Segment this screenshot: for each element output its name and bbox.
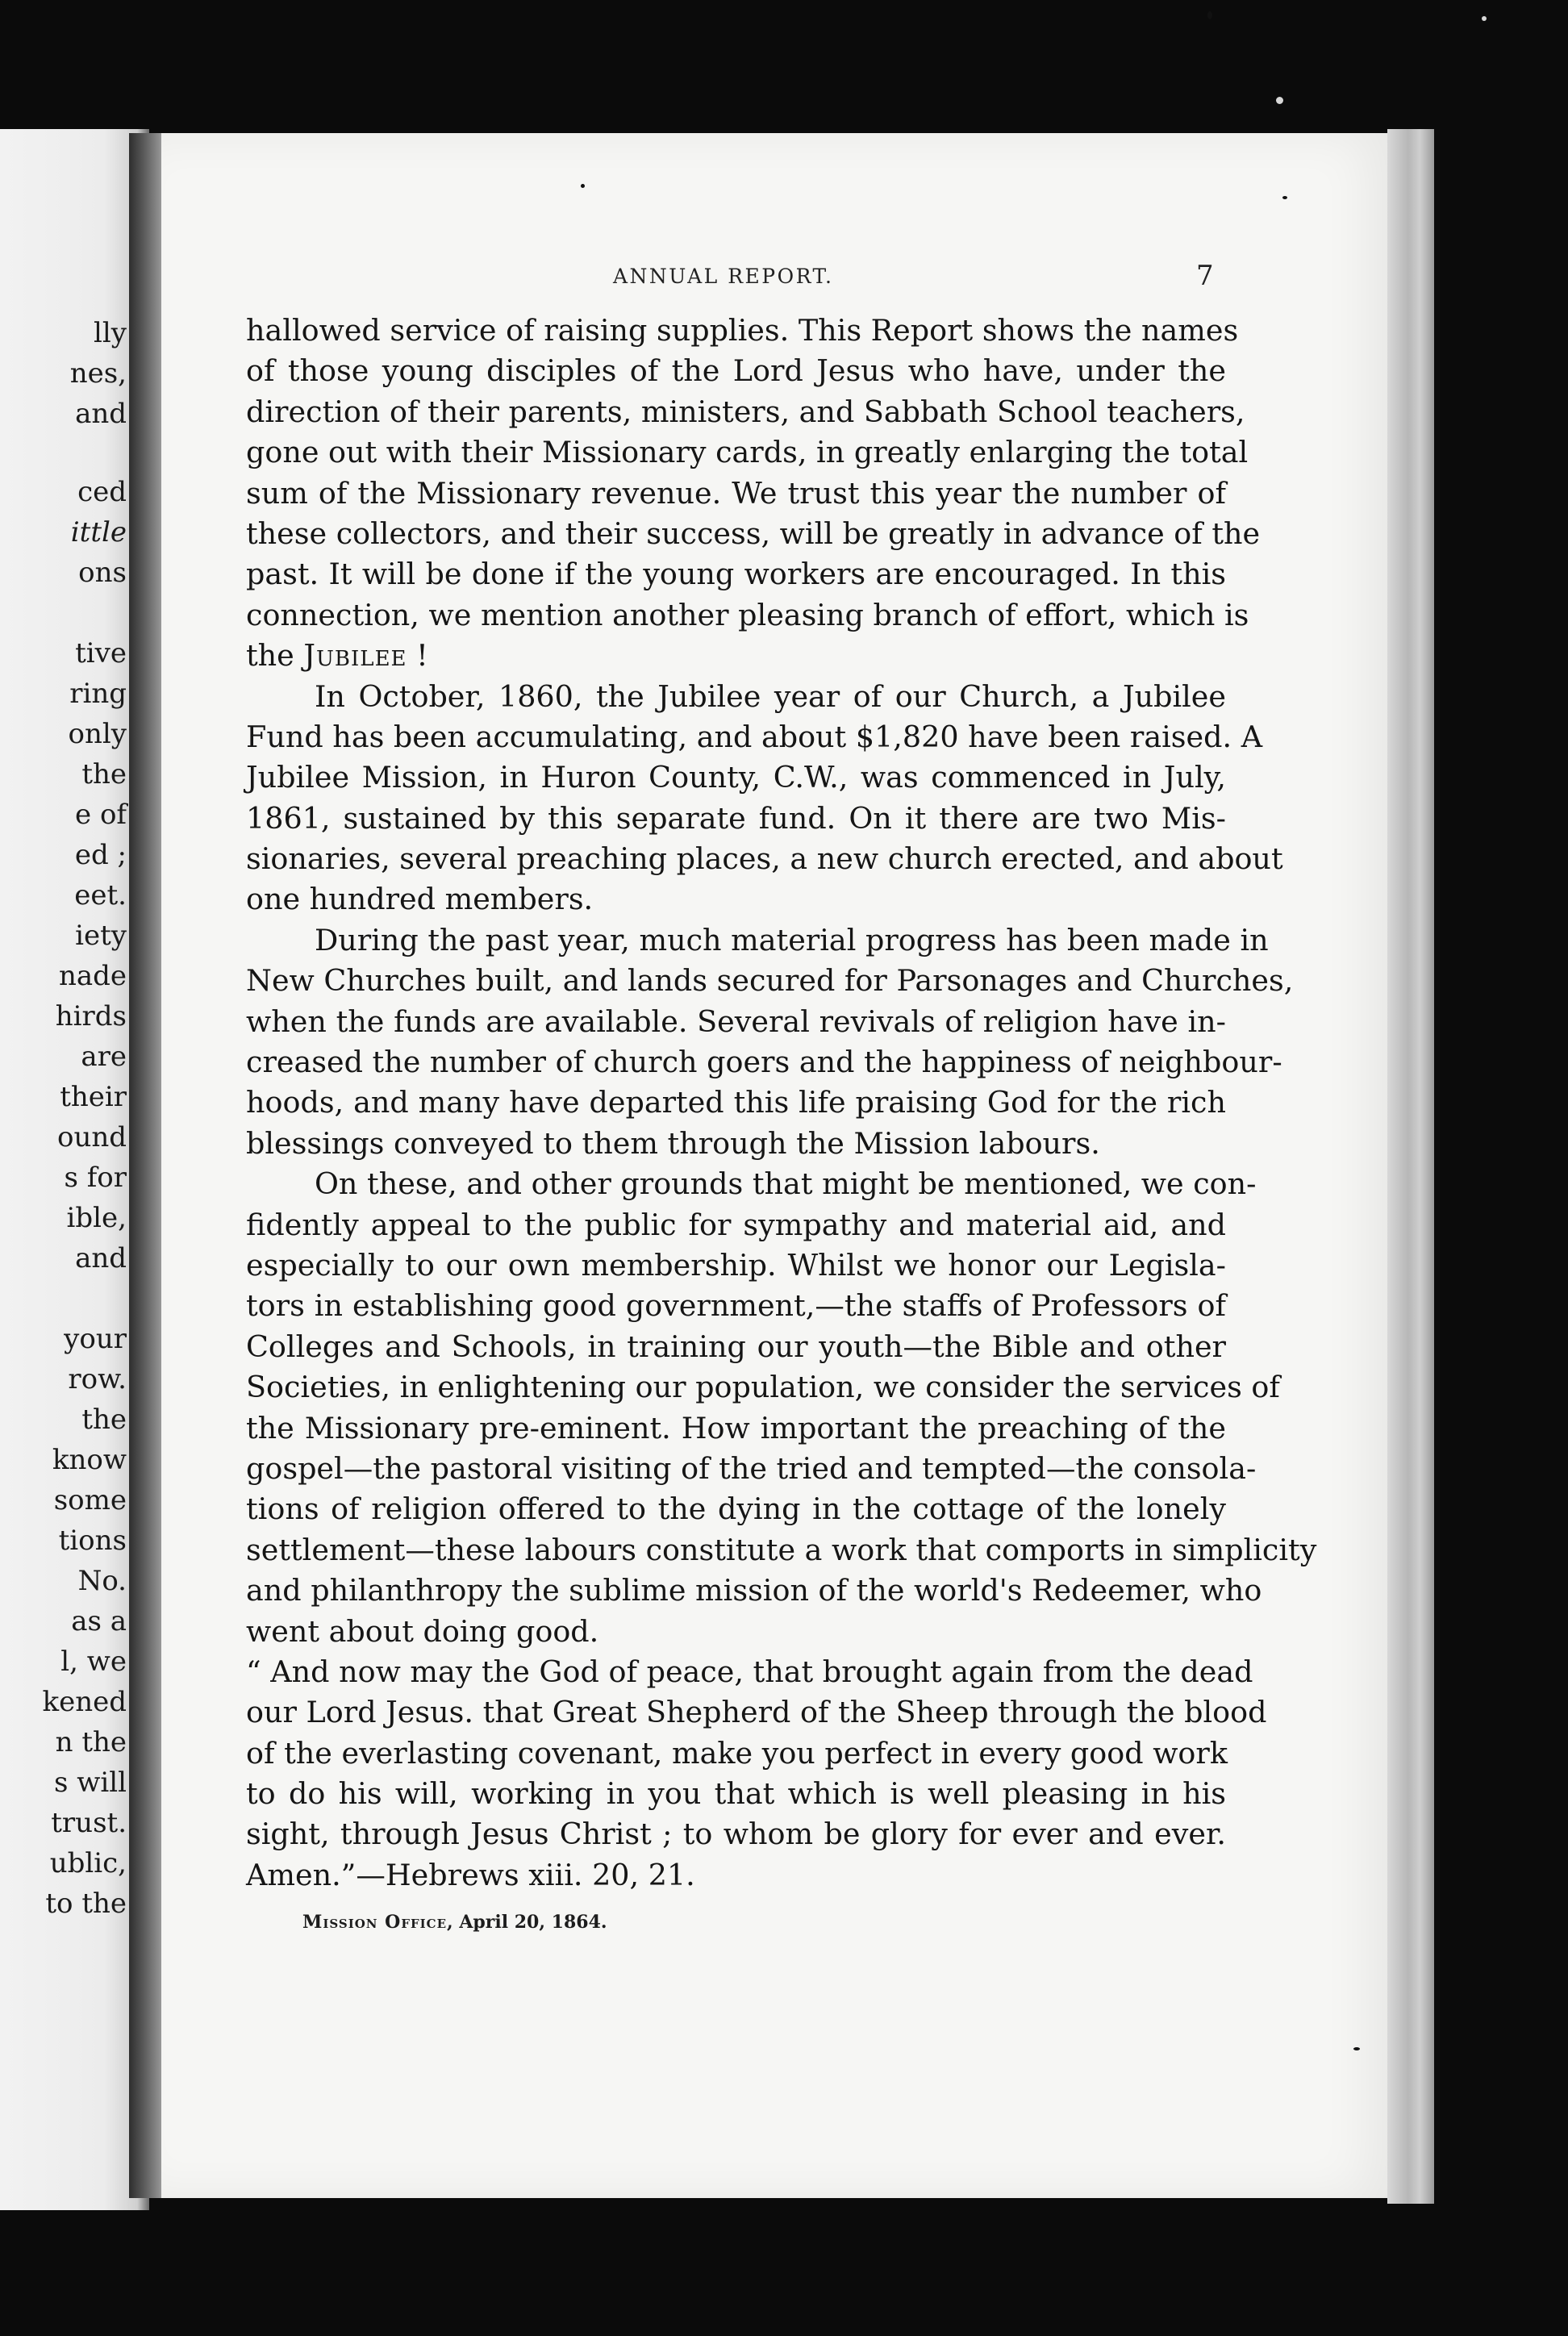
body-text-line: 1861, sustained by this separate fund. On it there are two Mis-	[246, 800, 1226, 836]
body-text-line: hoods, and many have departed this life praising God for the rich	[246, 1085, 1226, 1120]
previous-page-line-fragment: e of	[75, 799, 127, 831]
signature-date: , April 20, 1864.	[447, 1912, 607, 1933]
previous-page-line-fragment: row.	[68, 1363, 127, 1395]
previous-page-line-fragment: are	[81, 1041, 127, 1073]
body-text-line: the Missionary pre-eminent. How important the preaching of the	[246, 1410, 1226, 1445]
body-text-line: when the funds are available. Several revivals of religion have in-	[246, 1003, 1226, 1039]
dust-speck	[1353, 2047, 1360, 2050]
previous-page-line-fragment: ible,	[66, 1202, 127, 1234]
previous-page-line-fragment: No.	[77, 1565, 127, 1597]
previous-page-line-fragment: the	[81, 1404, 127, 1436]
dust-speck	[1282, 196, 1287, 199]
previous-page-line-fragment: their	[60, 1081, 127, 1113]
body-text-line: Societies, in enlightening our population, we consider the services of	[246, 1370, 1280, 1405]
running-head: ANNUAL REPORT.	[613, 265, 834, 288]
previous-page-line-fragment: n the	[55, 1726, 127, 1758]
previous-page-line-fragment: ed ;	[74, 839, 127, 871]
body-text-line: gospel—the pastoral visiting of the tried and tempted—the consola-	[246, 1450, 1257, 1486]
previous-page-line-fragment: iety	[75, 920, 127, 952]
previous-page-line-fragment: tive	[75, 637, 127, 670]
previous-page-line-fragment: ittle	[70, 516, 127, 549]
body-text-line: direction of their parents, ministers, and Sabbath School teachers,	[246, 394, 1245, 429]
body-text-line: During the past year, much material progress has been made in	[315, 922, 1269, 957]
previous-page-line-fragment: your	[64, 1323, 127, 1355]
previous-page-line-fragment: as a	[71, 1605, 127, 1637]
page-edge	[1387, 129, 1434, 2204]
body-text-line: of those young disciples of the Lord Jesus who have, under the	[246, 353, 1226, 389]
body-text-line: Colleges and Schools, in training our youth—the Bible and other	[246, 1329, 1226, 1364]
previous-page-line-fragment: s will	[54, 1767, 127, 1799]
previous-page-line-fragment: and	[75, 1242, 127, 1274]
signature-office: Mission Office	[302, 1912, 448, 1933]
body-text-line: sionaries, several preaching places, a new church erected, and about	[246, 841, 1283, 877]
body-text-line: blessings conveyed to them through the Mission labours.	[246, 1125, 1100, 1161]
previous-page-line-fragment: s for	[64, 1162, 127, 1194]
body-text-line: and philanthropy the sublime mission of the world's Redeemer, who	[246, 1573, 1262, 1608]
dust-speck	[1207, 11, 1212, 19]
previous-page-line-fragment: ublic,	[49, 1847, 127, 1879]
previous-page-line-fragment: ound	[56, 1121, 127, 1153]
previous-page-line-fragment: ons	[78, 557, 127, 589]
page-number: 7	[1196, 260, 1214, 292]
previous-page-line-fragment: know	[52, 1444, 127, 1476]
body-text-line: these collectors, and their success, will be greatly in advance of the	[246, 515, 1261, 551]
previous-page	[0, 129, 149, 2210]
body-text-line: “ And now may the God of peace, that brought again from the dead	[246, 1654, 1253, 1689]
body-text-line: In October, 1860, the Jubilee year of our Church, a Jubilee	[315, 678, 1226, 714]
previous-page-line-fragment: nes,	[69, 357, 127, 390]
body-text-line: to do his will, working in you that which is well pleasing in his	[246, 1776, 1226, 1812]
body-text-line: went about doing good.	[246, 1613, 599, 1649]
dust-speck	[1276, 97, 1283, 104]
previous-page-line-fragment: l, we	[60, 1646, 127, 1678]
previous-page-line-fragment: ring	[69, 678, 127, 710]
body-text-line: connection, we mention another pleasing branch of effort, which is	[246, 597, 1249, 632]
previous-page-line-fragment: to the	[45, 1888, 127, 1920]
previous-page-line-fragment: kened	[42, 1686, 127, 1718]
jubilee-smallcaps: Jubilee	[303, 638, 407, 674]
previous-page-line-fragment: some	[53, 1484, 127, 1516]
body-text-line: fidently appeal to the public for sympathy and material aid, and	[246, 1207, 1226, 1242]
body-text-line: hallowed service of raising supplies. This Report shows the names	[246, 313, 1239, 348]
previous-page-line-fragment: eet.	[74, 879, 127, 911]
body-text-line: of the everlasting covenant, make you perfect in every good work	[246, 1735, 1228, 1771]
previous-page-line-fragment: tions	[58, 1525, 127, 1557]
previous-page-line-fragment: only	[68, 718, 127, 750]
body-text-line: On these, and other grounds that might be mentioned, we con-	[315, 1166, 1257, 1202]
body-text-line: past. It will be done if the young workers are encouraged. In this	[246, 557, 1226, 592]
body-text-line: gone out with their Missionary cards, in greatly enlarging the total	[246, 435, 1249, 470]
body-text-line: especially to our own membership. Whilst we honor our Legisla-	[246, 1247, 1226, 1283]
body-text-line: Fund has been accumulating, and about $1,820 have been raised. A	[246, 719, 1263, 754]
signature-line	[302, 1912, 607, 1933]
body-text-line: sight, through Jesus Christ ; to whom be glory for ever and ever.	[246, 1817, 1226, 1852]
body-text-line: one hundred members.	[246, 882, 594, 917]
previous-page-line-fragment: and	[75, 398, 127, 430]
previous-page-line-fragment: hirds	[55, 1000, 127, 1032]
dust-speck	[1482, 16, 1487, 21]
body-text-line: tors in establishing good government,—the staffs of Professors of	[246, 1288, 1226, 1324]
body-text-line: creased the number of church goers and the happiness of neighbour-	[246, 1045, 1282, 1080]
body-text-line: tions of religion offered to the dying in the cottage of the lonely	[246, 1491, 1226, 1527]
body-text-line: Jubilee Mission, in Huron County, C.W., was commenced in July,	[246, 760, 1226, 795]
body-text-line: settlement—these labours constitute a work that comports in simplicity	[246, 1532, 1317, 1567]
previous-page-line-fragment: lly	[94, 317, 127, 349]
body-text-line: sum of the Missionary revenue. We trust this year the number of	[246, 475, 1226, 511]
body-text-line: New Churches built, and lands secured for Parsonages and Churches,	[246, 963, 1294, 999]
body-text-line: our Lord Jesus. that Great Shepherd of the Sheep through the blood	[246, 1695, 1267, 1730]
previous-page-line-fragment: trust.	[51, 1807, 127, 1839]
body-text-line	[246, 636, 1226, 676]
dust-speck	[581, 184, 585, 188]
previous-page-line-fragment: ced	[77, 476, 127, 508]
body-text-span: !	[407, 638, 428, 674]
body-text	[246, 311, 1317, 1896]
body-text-span: the	[246, 638, 304, 674]
previous-page-line-fragment: the	[81, 758, 127, 790]
previous-page-line-fragment: nade	[58, 960, 127, 992]
body-text-line: Amen.”—Hebrews xiii. 20, 21.	[246, 1857, 695, 1892]
